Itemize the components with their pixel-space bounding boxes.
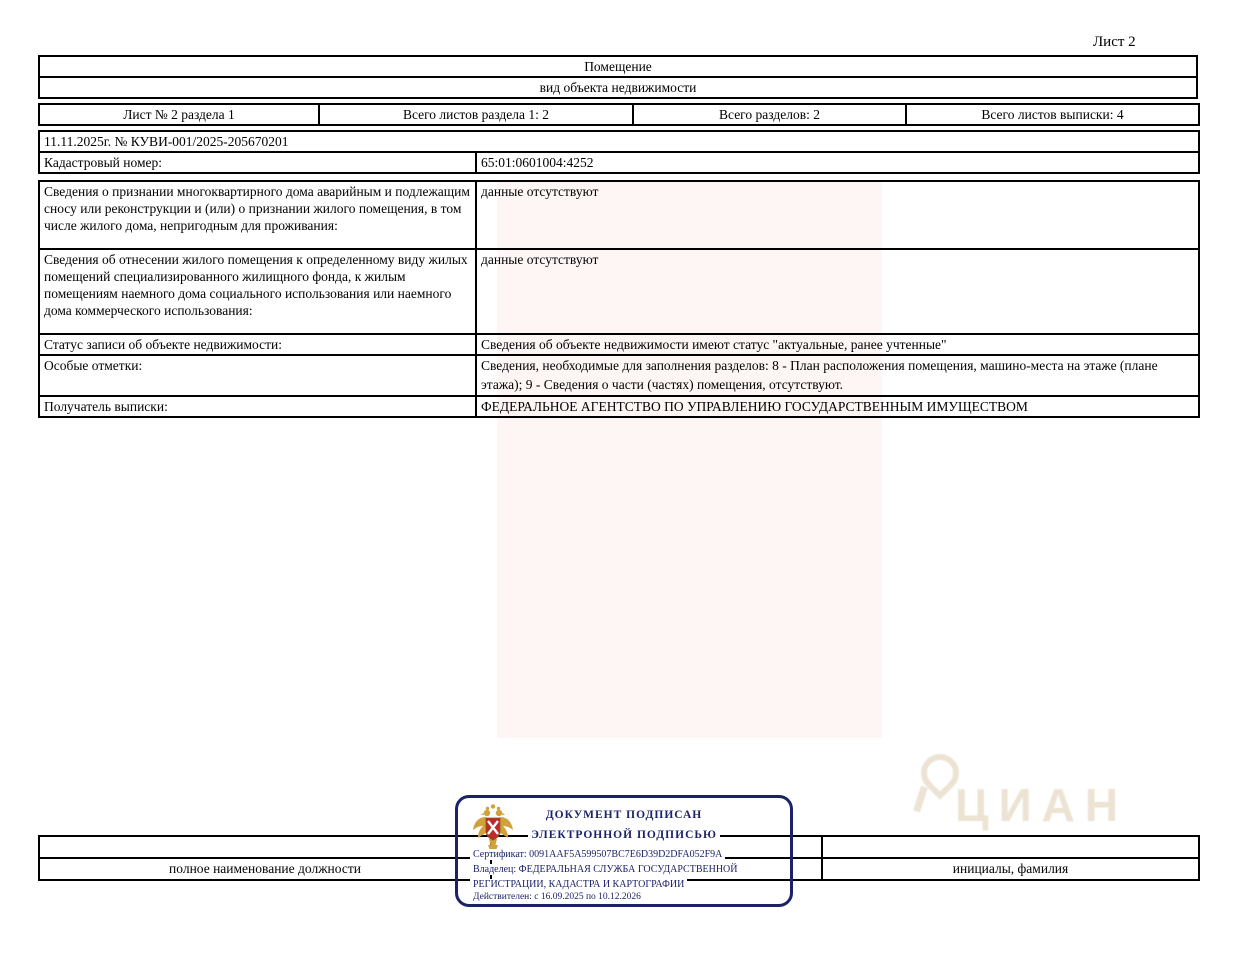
table-row <box>39 152 1199 173</box>
location-pin-tail <box>913 786 928 813</box>
detail-label: Статус записи об объекте недвижимости: <box>39 334 476 355</box>
extract-sheets-cell: Всего листов выписки: 4 <box>906 104 1199 125</box>
detail-value: ФЕДЕРАЛЬНОЕ АГЕНТСТВО ПО УПРАВЛЕНИЮ ГОСУДАРСТВЕННЫМ ИМУЩЕСТВОМ <box>476 396 1199 417</box>
name-caption: инициалы, фамилия <box>822 858 1199 880</box>
site-watermark <box>893 752 1193 847</box>
table-row <box>39 77 1197 98</box>
table-row <box>39 56 1197 77</box>
table-row <box>39 104 1199 125</box>
signature-name-field <box>822 836 1199 858</box>
position-caption: полное наименование должности <box>39 858 491 880</box>
detail-label: Сведения о признании многоквартирного дома аварийным и подлежащим сносу или реконструкции и (или) о признании жилого помещения, в том числе жилого дома, непригодным для проживания: <box>39 181 476 249</box>
stamp-owner-line2: РЕГИСТРАЦИИ, КАДАСТРА И КАРТОГРАФИИ <box>470 879 687 890</box>
page-number-label: Лист 2 <box>1093 34 1136 50</box>
cadastral-label: Кадастровый номер: <box>39 152 476 173</box>
detail-value: данные отсутствуют <box>476 181 1199 249</box>
object-type-value: Помещение <box>39 56 1197 77</box>
detail-value: Сведения, необходимые для заполнения разделов: 8 - План расположения помещения, машино-места на этаже (плане этажа); 9 - Сведения о части (частях) помещения, отсутствуют. <box>476 355 1199 396</box>
signature-position-field <box>39 836 491 858</box>
stamp-certificate: Сертификат: 0091AAF5A599507BC7E6D39D2DFA052F9A <box>470 849 725 860</box>
cadastral-value: 65:01:0601004:4252 <box>476 152 1199 173</box>
sheet-info-table <box>38 103 1200 126</box>
table-row <box>39 355 1199 396</box>
stamp-owner-line1: Владелец: ФЕДЕРАЛЬНАЯ СЛУЖБА ГОСУДАРСТВЕННОЙ <box>470 864 741 875</box>
date-number-line: 11.11.2025г. № КУВИ-001/2025-205670201 <box>39 131 1199 152</box>
doc-info-table <box>38 130 1200 174</box>
table-row <box>39 181 1199 249</box>
stamp-title-line2: ЭЛЕКТРОННОЙ ПОДПИСЬЮ <box>458 829 790 841</box>
detail-label: Сведения об отнесении жилого помещения к определенному виду жилых помещений специализированного жилищного фонда, к жилым помещениям наемного дома социального использования или наемного дома коммерческого использования: <box>39 249 476 334</box>
sections-total-cell: Всего разделов: 2 <box>633 104 906 125</box>
object-type-table <box>38 55 1198 99</box>
digital-signature-stamp <box>455 795 793 907</box>
stamp-title-line1: ДОКУМЕНТ ПОДПИСАН <box>458 809 790 821</box>
detail-value: Сведения об объекте недвижимости имеют статус "актуальные, ранее учтенные" <box>476 334 1199 355</box>
detail-label: Получатель выписки: <box>39 396 476 417</box>
object-type-caption: вид объекта недвижимости <box>39 77 1197 98</box>
detail-label: Особые отметки: <box>39 355 476 396</box>
details-table <box>38 180 1200 418</box>
table-row <box>39 131 1199 152</box>
detail-value: данные отсутствуют <box>476 249 1199 334</box>
table-row <box>39 396 1199 417</box>
table-row <box>39 334 1199 355</box>
section-sheets-cell: Всего листов раздела 1: 2 <box>319 104 633 125</box>
watermark-text: ЦИАН <box>955 779 1129 831</box>
table-row <box>39 249 1199 334</box>
stamp-validity: Действителен: с 16.09.2025 по 10.12.2026 <box>470 892 644 902</box>
sheet-number-cell: Лист № 2 раздела 1 <box>39 104 319 125</box>
